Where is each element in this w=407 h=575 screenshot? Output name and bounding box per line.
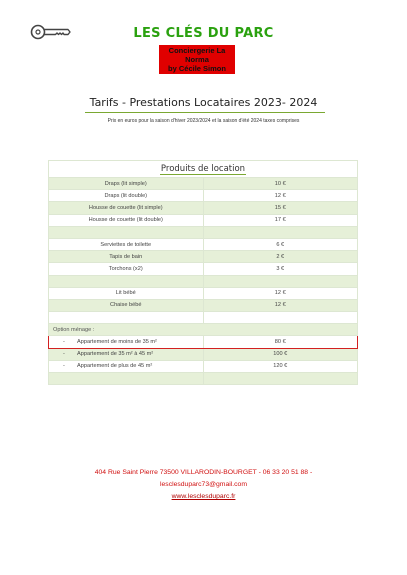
row-label: Draps (lit simple): [104, 180, 147, 187]
row-price: 17 €: [203, 214, 358, 226]
row-label: Draps (lit double): [104, 192, 148, 199]
table-row-blank: [49, 275, 358, 287]
table-row: [49, 214, 358, 226]
row-label: Chaise bébé: [110, 302, 142, 309]
brand-subtitle-box: [159, 45, 235, 74]
brand-line-2: by Cécile Simon: [168, 64, 226, 73]
table-section-header: [49, 161, 358, 178]
page-title: Tarifs - Prestations Locataires 2023- 2024: [89, 96, 318, 109]
table-row: [49, 178, 358, 190]
brand-title: LES CLÉS DU PARC: [133, 26, 274, 41]
row-label: Housse de couette (lit simple): [88, 204, 163, 211]
footer-email[interactable]: lesclesduparc73@gmail.com: [160, 481, 247, 488]
row-label: Housse de couette (lit double): [88, 217, 163, 224]
footer-website-link[interactable]: www.lesclesduparc.fr: [171, 493, 236, 500]
row-price: 12 €: [203, 299, 358, 311]
table-row: [49, 263, 358, 275]
row-price: 12 €: [203, 190, 358, 202]
option-row: [49, 360, 358, 372]
table-row: [49, 299, 358, 311]
row-price: 100 €: [203, 348, 358, 360]
bullet-dash: -: [63, 363, 65, 370]
row-price: 80 €: [203, 336, 358, 348]
table-row-blank: [49, 226, 358, 238]
footer: [0, 467, 407, 503]
table-row: [49, 190, 358, 202]
bullet-dash: -: [63, 339, 65, 346]
row-price: 6 €: [203, 238, 358, 250]
option-header-label: Option ménage :: [49, 324, 358, 336]
row-price: 3 €: [203, 263, 358, 275]
brand-line-1: Conciergerie La Norma: [168, 46, 226, 64]
option-menage-header: [49, 324, 358, 336]
page-subtitle: Prix en euros pour la saison d'hiver 2023/2024 et la saison d'été 2024 taxes comprises: [107, 118, 300, 124]
row-label: Appartement de moins de 35 m²: [77, 339, 157, 346]
row-price: 2 €: [203, 251, 358, 263]
pricing-table: [48, 160, 358, 385]
table-row-blank: [49, 312, 358, 324]
row-label: Lit bébé: [115, 290, 136, 297]
row-price: 120 €: [203, 360, 358, 372]
section-title: Produits de location: [160, 164, 246, 174]
table-row: [49, 287, 358, 299]
row-label: Serviettes de toilette: [100, 241, 152, 248]
row-price: 12 €: [203, 287, 358, 299]
row-label: Appartement de 35 m² à 45 m²: [77, 351, 154, 358]
table-row: [49, 238, 358, 250]
row-label: Tapis de bain: [109, 253, 143, 260]
footer-address: 404 Rue Saint Pierre 73500 VILLARODIN-BOURGET - 06 33 20 51 88 -: [94, 469, 313, 476]
table-row: [49, 202, 358, 214]
row-label: Appartement de plus de 45 m²: [77, 363, 153, 370]
row-price: 10 €: [203, 178, 358, 190]
option-row: [49, 348, 358, 360]
bullet-dash: -: [63, 351, 65, 358]
table-row-blank: [49, 373, 358, 385]
row-label: Torchons (x2): [108, 265, 143, 272]
table-row: [49, 251, 358, 263]
row-price: 15 €: [203, 202, 358, 214]
option-row: [49, 336, 358, 348]
title-underline: [85, 112, 325, 113]
